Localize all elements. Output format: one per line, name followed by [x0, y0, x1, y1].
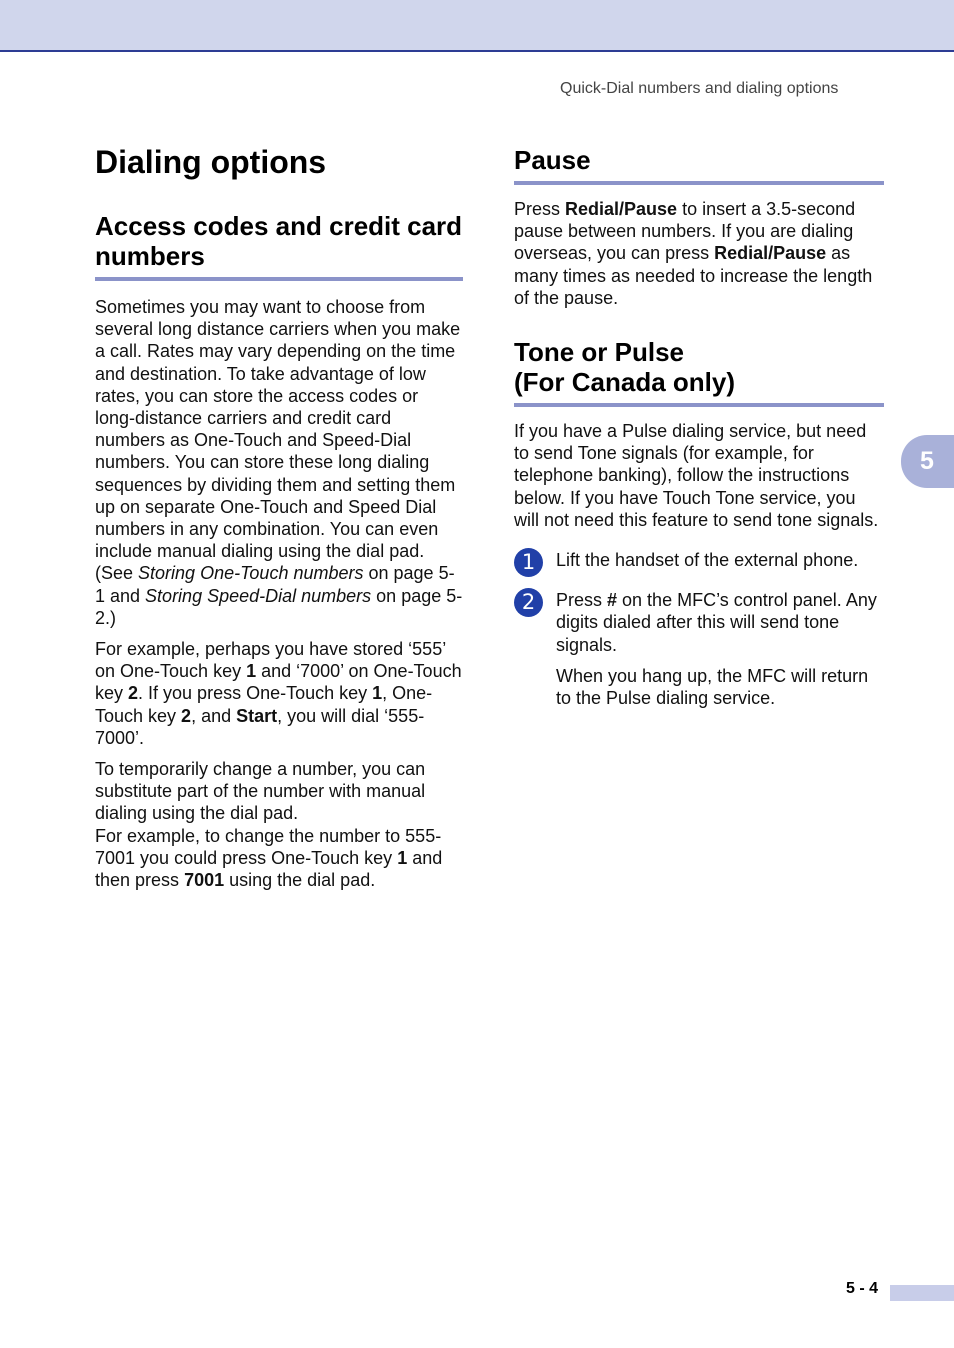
key-label: Redial/Pause — [565, 199, 678, 219]
paragraph-pause: Press Redial/Pause to insert a 3.5-second pause between numbers. If you are dialing overseas, you can press Redial/Pause as many times as needed to increase the length of the pause. — [514, 199, 873, 308]
step-text: Lift the handset of the external phone. — [556, 550, 859, 571]
left-column — [95, 143, 463, 891]
key-label: 2 — [128, 683, 139, 704]
key-label: 2 — [181, 705, 192, 726]
right-column — [514, 145, 884, 709]
section-heading-pause: Pause — [514, 145, 884, 185]
page-number: 5 - 4 — [846, 1280, 879, 1297]
section-heading-tone-pulse: Tone or Pulse (For Canada only) — [514, 337, 884, 407]
paragraph-access-codes-intro: Sometimes you may want to choose from several long distance carriers when you make a call. Rates may vary depending on the time and destination. To take advantage of low rates, you can store the access codes or long-distance carriers and credit card numbers as One-Touch and Speed-Dial numbers. You can store these long dialing sequences by dividing them and setting them up on separate One-Touch and Speed Dial numbers in any combination. You can even include manual dialing using the dial pad. (See Storing One-Touch numbers on page 5-1 and Storing Speed-Dial numbers on page 5-2.) — [95, 297, 463, 628]
key-label: 1 — [246, 661, 257, 682]
step-2 — [514, 589, 884, 709]
key-label: Redial/Pause — [714, 243, 827, 264]
chapter-tab: 5 — [901, 435, 954, 488]
cross-reference: Storing Speed-Dial numbers — [145, 585, 372, 606]
key-label: # — [607, 590, 618, 611]
page-title: Dialing options — [95, 144, 327, 180]
paragraph-tone-pulse: If you have a Pulse dialing service, but need to send Tone signals (for example, for telephone banking), follow the instructions below. If you have Touch Tone service, you will not need this feature to send tone signals. — [514, 421, 879, 530]
paragraph-temporary-change: To temporarily change a number, you can substitute part of the number with manual dialing using the dial pad. For example, to change the number to 555-7001 you could press One-Touch key 1 and then press 7001 using the dial pad. — [95, 759, 443, 891]
key-label: 1 — [397, 847, 408, 868]
step-1 — [514, 549, 884, 575]
step-number-badge: 1 — [514, 548, 543, 577]
key-label: Start — [236, 705, 278, 726]
step-number-badge: 2 — [514, 588, 543, 617]
step-text: Press # on the MFC’s control panel. Any digits dialed after this will send tone signals. — [556, 590, 877, 655]
paragraph-example: For example, perhaps you have stored ‘555’ on One-Touch key 1 and ‘7000’ on One-Touch key 2. If you press One-Touch key 1, One-Touch key 2, and Start, you will dial ‘555-7000’. — [95, 639, 462, 748]
running-head: Quick-Dial numbers and dialing options — [560, 80, 839, 97]
footer-bar — [890, 1285, 954, 1301]
step-note: When you hang up, the MFC will return to the Pulse dialing service. — [556, 665, 869, 709]
header-band — [0, 0, 954, 52]
cross-reference: Storing One-Touch numbers — [138, 563, 364, 584]
key-label: 1 — [372, 683, 383, 704]
key-label: 7001 — [184, 870, 225, 891]
section-heading-access-codes: Access codes and credit card numbers — [95, 211, 463, 281]
